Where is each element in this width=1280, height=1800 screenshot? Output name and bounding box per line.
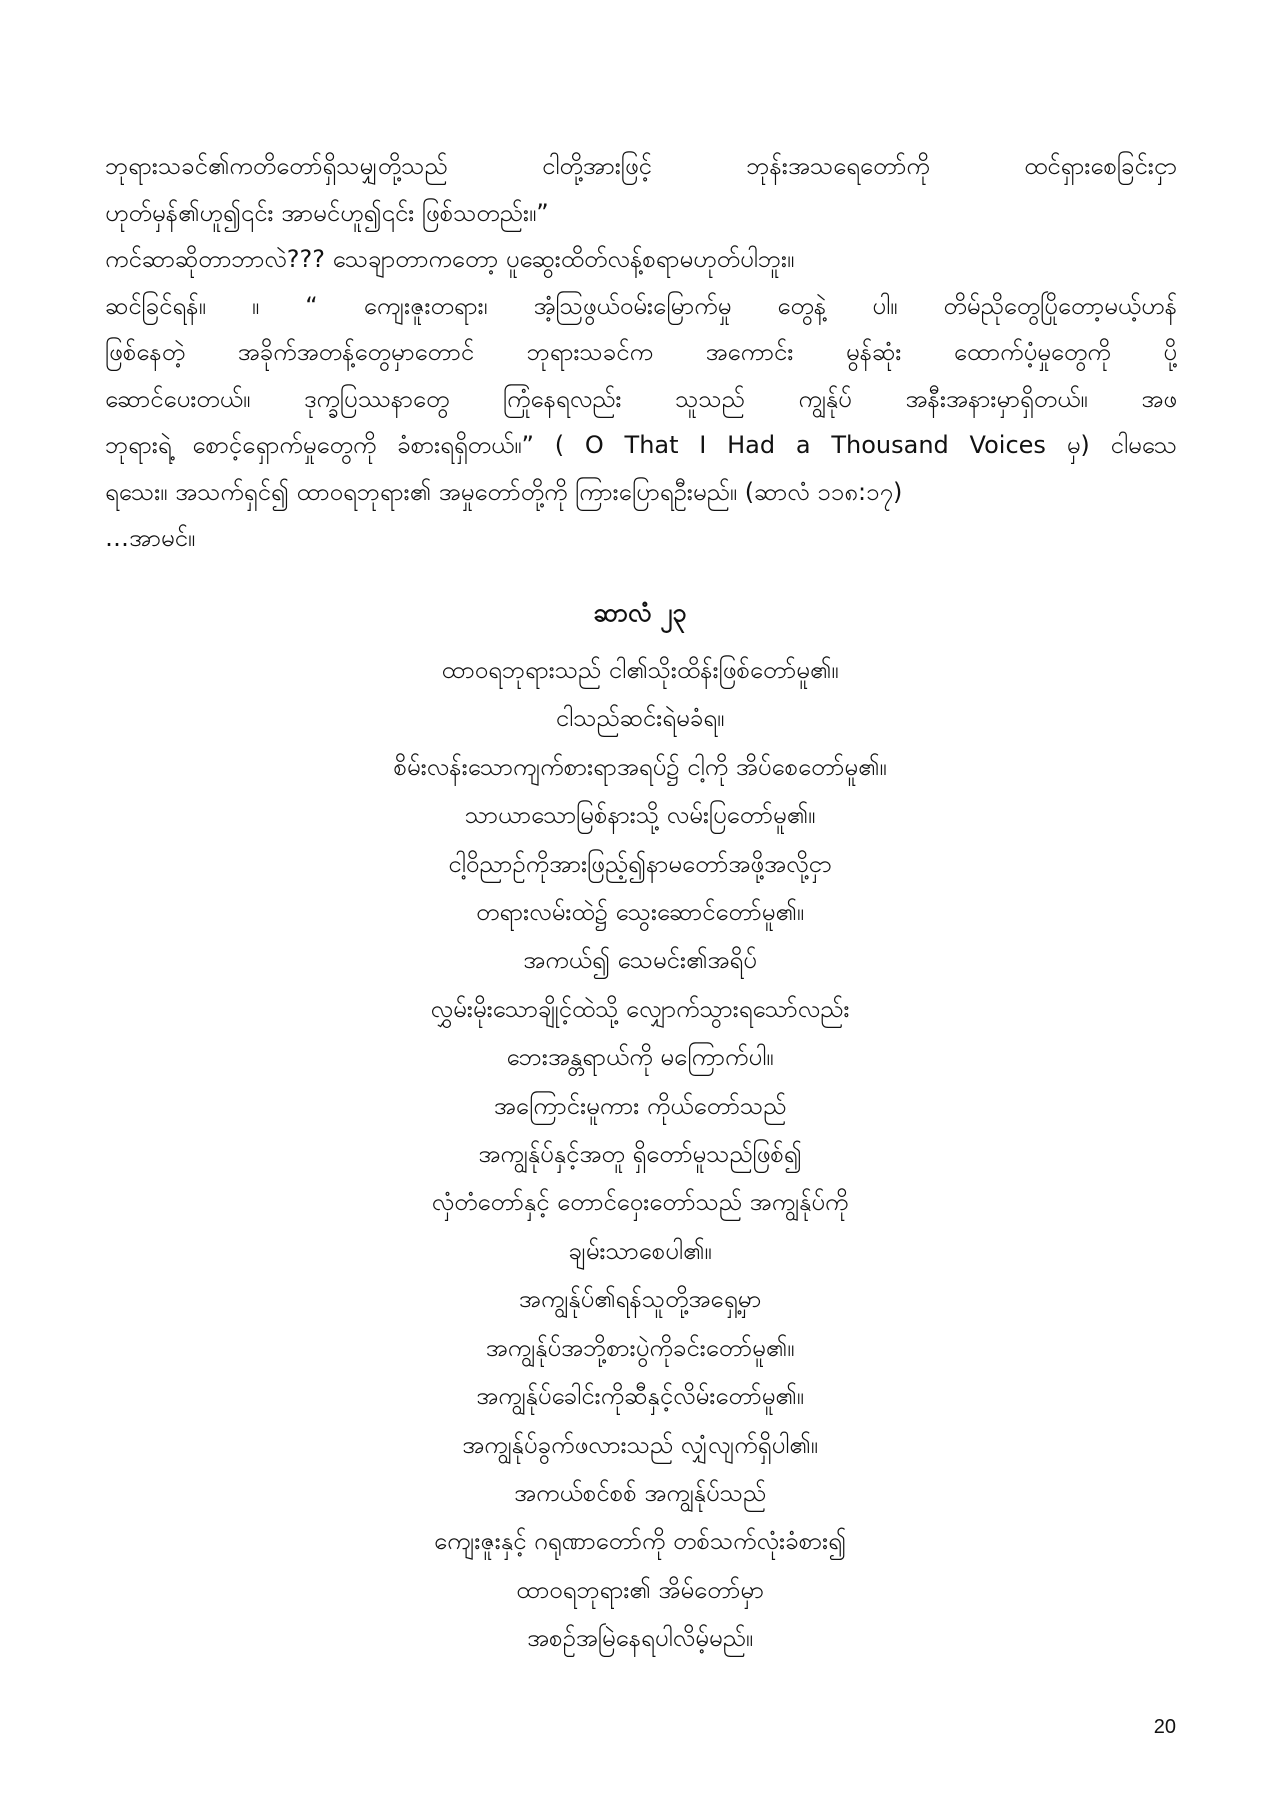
psalm-title: ဆာလံ ၂၃ [593, 598, 687, 627]
psalm-line: ဘေးအန္တရာယ်ကို မကြောက်ပါ။ [506, 1043, 774, 1072]
devotional-paragraph [105, 143, 1177, 562]
psalm-line: အကယ်စင်စစ် အကျွန်ုပ်သည် [513, 1478, 767, 1507]
psalm-line: အကျွန်ုပ်နှင့်အတူ ရှိတော်မူသည်ဖြစ်၍ [478, 1140, 802, 1169]
paragraph-line: ဘုရားသခင်၏ကတိတော်ရှိသမျှတို့သည် ငါတို့အားဖြင့် ဘုန်းအသရေတော်ကို ထင်ရှားစေခြင်းငှာ [105, 152, 1177, 180]
psalm-line: အကယ်၍ သေမင်း၏အရိပ် [523, 946, 757, 975]
psalm-line: ငါသည်ဆင်းရဲမခံရ။ [555, 704, 725, 733]
psalm-line: ငါ့ဝိညာဉ်ကိုအားဖြည့်၍နာမတော်အဖို့အလို့ငှာ [448, 849, 832, 878]
psalm-line: အစဉ်အမြဲနေရပါလိမ့်မည်။ [526, 1624, 754, 1653]
psalm-line: ကျေးဇူးနှင့် ဂရုဏာတော်ကို တစ်သက်လုံးခံစား၍ [433, 1527, 847, 1556]
psalm-line: သာယာသောမြစ်နားသို့ လမ်းပြတော်မူ၏။ [464, 801, 816, 830]
psalm-line: ထာဝရဘုရား၏ အိမ်တော်မှာ [516, 1575, 764, 1604]
psalm-line: လှံတံတော်နှင့် တောင်ဝှေးတော်သည် အကျွန်ုပ်ကို [431, 1188, 849, 1217]
psalm-line: အကျွန်ုပ်ခေါင်းကိုဆီနှင့်လိမ်းတော်မူ၏။ [476, 1382, 804, 1411]
paragraph-line: …အာမင်။ [105, 524, 196, 552]
psalm-line: အကျွန်ုပ်အဘို့စားပွဲကိုခင်းတော်မူ၏။ [485, 1333, 795, 1362]
paragraph-line: ရသေး။ အသက်ရှင်၍ ထာဝရဘုရား၏ အမှုတော်တို့ကို ကြားပြောရဦးမည်။ (ဆာလံ ၁၁၈:၁၇) [105, 477, 903, 506]
psalm-poem [90, 646, 1190, 1663]
paragraph-line: ဟုတ်မှန်၏ဟူ၍၎င်း အာမင်ဟူ၍၎င်း ဖြစ်သတည်း။” [105, 198, 549, 227]
page-number: 20 [1153, 1716, 1176, 1738]
psalm-line: အကျွန်ုပ်ခွက်ဖလားသည် လျှံလျက်ရှိပါ၏။ [462, 1430, 818, 1459]
paragraph-line: ဘုရားရဲ့ စောင့်ရှောက်မှုတွေကို ခံစားရရှိတယ်။” ( O That I Had a Thousand Voices မှ) ငါမသေ [105, 431, 1177, 459]
paragraph-line: ဆင်ခြင်ရန်။ ။ “ ကျေးဇူးတရား၊ အံ့သြဖွယ်ဝမ်းမြောက်မှု တွေနဲ့ ပါ။ တိမ်ညိုတွေပြိုတော့မယ့်ဟန် [105, 291, 1177, 320]
psalm-line: တရားလမ်းထဲ၌ သွေးဆောင်တော်မူ၏။ [475, 898, 805, 927]
psalm-line: စိမ်းလန်းသောကျက်စားရာအရပ်၌ ငါ့ကို အိပ်စေတော်မူ၏။ [393, 752, 887, 781]
psalm-line: လွှမ်းမိုးသောချိုင့်ထဲသို့ လျှောက်သွားရသော်လည်း [430, 994, 850, 1023]
psalm-line: အကြောင်းမူကား ကိုယ်တော်သည် [493, 1091, 787, 1120]
psalm-line: ချမ်းသာစေပါ၏။ [568, 1236, 712, 1265]
psalm-line: အကျွန်ုပ်၏ရန်သူတို့အရှေ့မှာ [518, 1285, 762, 1314]
paragraph-line: ကင်ဆာဆိုတာဘာလဲ??? သေချာတာကတော့ ပူဆွေးထိတ်လန့်စရာမဟုတ်ပါဘူး။ [105, 245, 795, 273]
psalm-line: ထာဝရဘုရားသည် ငါ၏သိုးထိန်းဖြစ်တော်မူ၏။ [441, 656, 839, 684]
paragraph-line: ဖြစ်နေတဲ့ အခိုက်အတန့်တွေမှာတောင် ဘုရားသခင်က အကောင်း မွန်ဆုံး ထောက်ပံ့မှုတွေကို ပို့ [105, 338, 1177, 366]
paragraph-line: ဆောင်ပေးတယ်။ ဒုက္ခပြဿနာတွေ ကြုံနေရလည်း သူသည် ကျွန်ုပ် အနီးအနားမှာရှိတယ်။ အဖ [105, 384, 1177, 413]
